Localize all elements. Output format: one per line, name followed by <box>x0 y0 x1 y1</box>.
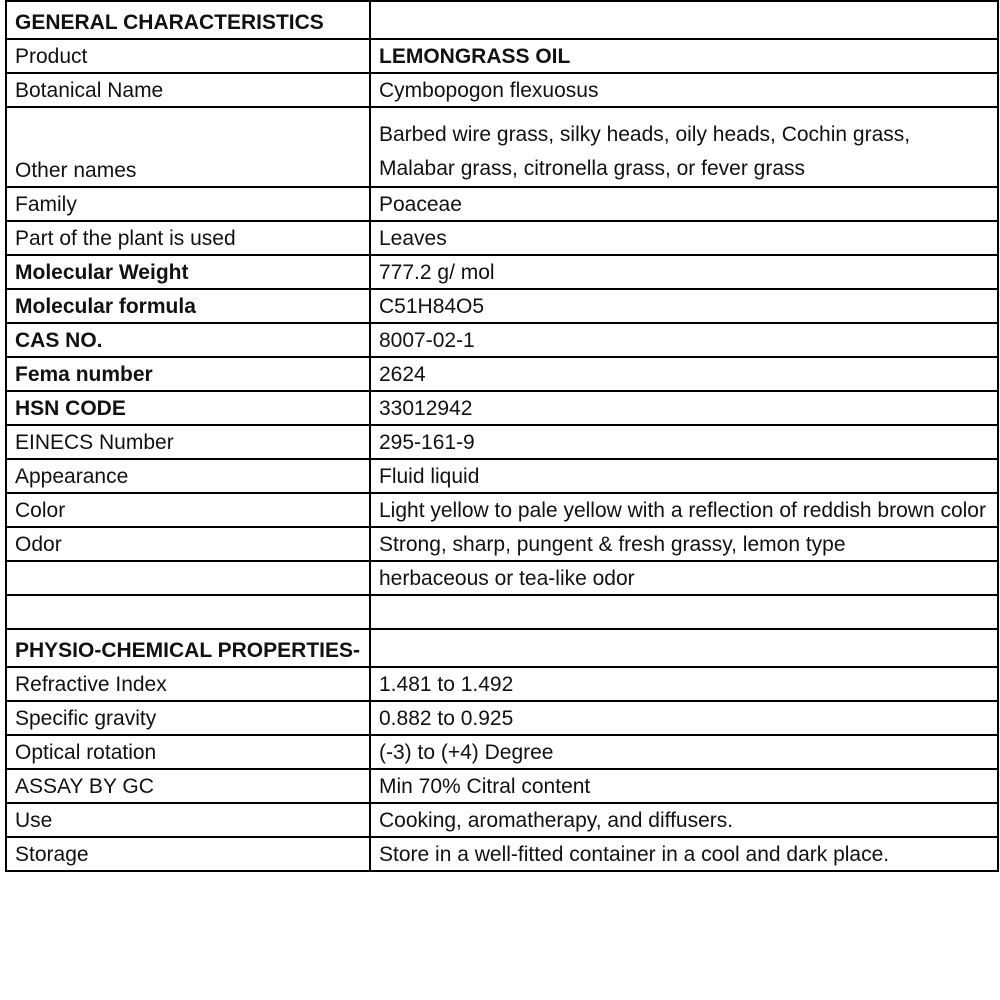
table-row <box>6 527 998 561</box>
empty-cell <box>370 595 998 629</box>
row-value: Store in a well-fitted container in a cool and dark place. <box>370 837 998 871</box>
table-row <box>6 493 998 527</box>
row-value: Strong, sharp, pungent & fresh grassy, lemon type <box>370 527 998 561</box>
row-value: Leaves <box>370 221 998 255</box>
table-row <box>6 357 998 391</box>
row-label: Storage <box>6 837 370 871</box>
table-row <box>6 391 998 425</box>
empty-cell <box>370 1 998 39</box>
table-row <box>6 667 998 701</box>
row-value <box>370 107 998 187</box>
row-label: Color <box>6 493 370 527</box>
row-value: 295-161-9 <box>370 425 998 459</box>
row-value: Fluid liquid <box>370 459 998 493</box>
row-label <box>6 561 370 595</box>
table-row <box>6 73 998 107</box>
row-value: 0.882 to 0.925 <box>370 701 998 735</box>
row-label: Molecular formula <box>6 289 370 323</box>
table-row <box>6 221 998 255</box>
section-header-general <box>6 1 998 39</box>
row-value: 2624 <box>370 357 998 391</box>
row-label: Use <box>6 803 370 837</box>
table-row <box>6 701 998 735</box>
empty-cell <box>370 629 998 667</box>
row-label: EINECS Number <box>6 425 370 459</box>
row-label: Other names <box>6 107 370 187</box>
row-value: 33012942 <box>370 391 998 425</box>
table-row <box>6 769 998 803</box>
value-line-2: Malabar grass, citronella grass, or fever grass <box>379 157 805 180</box>
table-row <box>6 323 998 357</box>
row-value: C51H84O5 <box>370 289 998 323</box>
table-row <box>6 255 998 289</box>
table-row <box>6 561 998 595</box>
table-row <box>6 187 998 221</box>
spacer-row <box>6 595 998 629</box>
row-label: Botanical Name <box>6 73 370 107</box>
row-label: Molecular Weight <box>6 255 370 289</box>
section-title: PHYSIO-CHEMICAL PROPERTIES- <box>6 629 370 667</box>
table-row <box>6 425 998 459</box>
row-value: Light yellow to pale yellow with a reflection of reddish brown color <box>370 493 998 527</box>
row-label: Specific gravity <box>6 701 370 735</box>
row-value: 777.2 g/ mol <box>370 255 998 289</box>
row-value: Cymbopogon flexuosus <box>370 73 998 107</box>
table-row <box>6 837 998 871</box>
value-line-1: Barbed wire grass, silky heads, oily heads, Cochin grass, <box>379 123 911 146</box>
row-value: (-3) to (+4) Degree <box>370 735 998 769</box>
table-row <box>6 289 998 323</box>
row-label: Fema number <box>6 357 370 391</box>
row-value: 1.481 to 1.492 <box>370 667 998 701</box>
row-label: ASSAY BY GC <box>6 769 370 803</box>
row-value: 8007-02-1 <box>370 323 998 357</box>
section-header-physio <box>6 629 998 667</box>
row-label: Optical rotation <box>6 735 370 769</box>
table-row <box>6 803 998 837</box>
row-label: CAS NO. <box>6 323 370 357</box>
section-title: GENERAL CHARACTERISTICS <box>6 1 370 39</box>
row-label: Family <box>6 187 370 221</box>
row-label: Appearance <box>6 459 370 493</box>
table-row <box>6 735 998 769</box>
row-value: Poaceae <box>370 187 998 221</box>
table-row <box>6 39 998 73</box>
table-row <box>6 459 998 493</box>
empty-cell <box>6 595 370 629</box>
row-label: Part of the plant is used <box>6 221 370 255</box>
row-value: Cooking, aromatherapy, and diffusers. <box>370 803 998 837</box>
row-value: Min 70% Citral content <box>370 769 998 803</box>
table-row <box>6 107 998 187</box>
row-value: herbaceous or tea-like odor <box>370 561 998 595</box>
spec-table <box>5 0 999 872</box>
row-label: Product <box>6 39 370 73</box>
row-label: HSN CODE <box>6 391 370 425</box>
row-label: Refractive Index <box>6 667 370 701</box>
product-name: LEMONGRASS OIL <box>370 39 998 73</box>
row-label: Odor <box>6 527 370 561</box>
